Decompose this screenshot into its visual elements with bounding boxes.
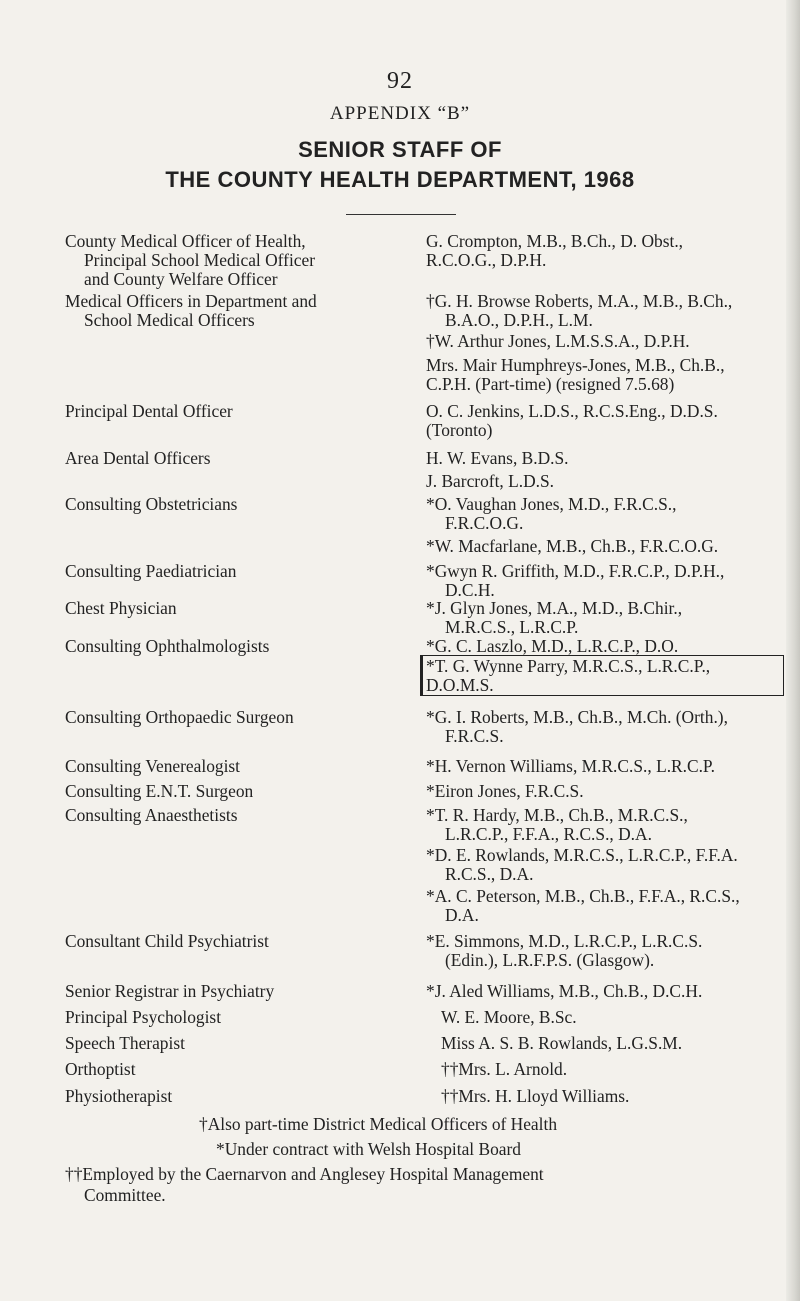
role-speech-therapist: Speech Therapist [65, 1033, 185, 1053]
name-entry: J. Barcroft, L.D.S. [426, 471, 554, 491]
role-line: Principal School Medical Officer [84, 250, 316, 270]
name-line: (Edin.), L.R.F.P.S. (Glasgow). [445, 950, 655, 970]
role-line: School Medical Officers [84, 310, 255, 330]
name-line: *T. G. Wynne Parry, M.R.C.S., L.R.C.P., [426, 656, 711, 676]
name-entry [426, 657, 710, 695]
role-physiotherapist: Physiotherapist [65, 1086, 173, 1106]
name-entry: *J. Aled Williams, M.B., Ch.B., D.C.H. [426, 981, 703, 1001]
page-number: 92 [387, 68, 413, 94]
name-entry [426, 402, 718, 440]
name-line: O. C. Jenkins, L.D.S., R.C.S.Eng., D.D.S. [426, 401, 718, 421]
name-line: †G. H. Browse Roberts, M.A., M.B., B.Ch., [426, 291, 733, 311]
name-entry: *W. Macfarlane, M.B., Ch.B., F.R.C.O.G. [426, 536, 719, 556]
footnote-double-dagger-line-2: Committee. [84, 1185, 166, 1205]
footnote-double-dagger-line-1: ††Employed by the Caernarvon and Anglesey Hospital Management [65, 1164, 544, 1184]
name-entry [426, 846, 738, 884]
role-medical-officers [65, 292, 317, 330]
name-line: Mrs. Mair Humphreys-Jones, M.B., Ch.B., [426, 355, 725, 375]
title-divider [346, 214, 456, 215]
name-entry: ††Mrs. L. Arnold. [441, 1059, 568, 1079]
footnote-star: *Under contract with Welsh Hospital Board [216, 1139, 521, 1159]
role-consulting-paediatrician: Consulting Paediatrician [65, 561, 237, 581]
name-line: F.R.C.O.G. [445, 513, 524, 533]
name-entry [426, 292, 732, 330]
name-line: *J. Glyn Jones, M.A., M.D., B.Chir., [426, 598, 683, 618]
name-line: *D. E. Rowlands, M.R.C.S., L.R.C.P., F.F.A. [426, 845, 738, 865]
name-entry: H. W. Evans, B.D.S. [426, 448, 569, 468]
name-line: D.O.M.S. [426, 675, 494, 695]
name-line: R.C.S., D.A. [445, 864, 534, 884]
name-entry: *H. Vernon Williams, M.R.C.S., L.R.C.P. [426, 756, 716, 776]
role-principal-psychologist: Principal Psychologist [65, 1007, 222, 1027]
role-consulting-ent-surgeon: Consulting E.N.T. Surgeon [65, 781, 254, 801]
name-line: L.R.C.P., F.F.A., R.C.S., D.A. [445, 824, 652, 844]
name-entry: *G. C. Laszlo, M.D., L.R.C.P., D.O. [426, 636, 679, 656]
name-line: C.P.H. (Part-time) (resigned 7.5.68) [426, 374, 675, 394]
name-entry [426, 495, 676, 533]
role-consulting-ophthalmologists: Consulting Ophthalmologists [65, 636, 270, 656]
name-line: F.R.C.S. [445, 726, 504, 746]
name-line: *T. R. Hardy, M.B., Ch.B., M.R.C.S., [426, 805, 688, 825]
name-entry [426, 232, 683, 270]
name-entry [426, 599, 682, 637]
name-entry: W. E. Moore, B.Sc. [441, 1007, 577, 1027]
role-line: and County Welfare Officer [84, 269, 278, 289]
name-line: G. Crompton, M.B., B.Ch., D. Obst., [426, 231, 684, 251]
name-entry: †W. Arthur Jones, L.M.S.S.A., D.P.H. [426, 331, 690, 351]
role-orthoptist: Orthoptist [65, 1059, 136, 1079]
name-line: (Toronto) [426, 420, 493, 440]
name-line: *A. C. Peterson, M.B., Ch.B., F.F.A., R.C.S., [426, 886, 740, 906]
name-entry: Miss A. S. B. Rowlands, L.G.S.M. [441, 1033, 683, 1053]
name-entry [426, 932, 702, 970]
name-line: B.A.O., D.P.H., L.M. [445, 310, 593, 330]
role-consulting-anaesthetists: Consulting Anaesthetists [65, 805, 238, 825]
name-line: *E. Simmons, M.D., L.R.C.P., L.R.C.S. [426, 931, 703, 951]
footnote-dagger: †Also part-time District Medical Officers of Health [199, 1114, 558, 1134]
appendix-heading: APPENDIX “B” [329, 103, 471, 124]
page-edge [786, 0, 800, 1301]
name-line: R.C.O.G., D.P.H. [426, 250, 547, 270]
name-entry [426, 356, 725, 394]
name-entry: ††Mrs. H. Lloyd Williams. [441, 1086, 630, 1106]
name-line: *Gwyn R. Griffith, M.D., F.R.C.P., D.P.H., [426, 561, 725, 581]
name-entry [426, 708, 728, 746]
role-consulting-orthopaedic-surgeon: Consulting Orthopaedic Surgeon [65, 707, 294, 727]
role-senior-registrar-psychiatry: Senior Registrar in Psychiatry [65, 981, 275, 1001]
name-line: *G. I. Roberts, M.B., Ch.B., M.Ch. (Orth.), [426, 707, 728, 727]
name-line: D.A. [445, 905, 479, 925]
page-title-line-2: THE COUNTY HEALTH DEPARTMENT, 1968 [165, 167, 635, 192]
role-consultant-child-psychiatrist: Consultant Child Psychiatrist [65, 931, 269, 951]
role-consulting-obstetricians: Consulting Obstetricians [65, 494, 238, 514]
role-county-medical-officer [65, 232, 315, 289]
name-line: M.R.C.S., L.R.C.P. [445, 617, 579, 637]
name-line: *O. Vaughan Jones, M.D., F.R.C.S., [426, 494, 677, 514]
name-entry: *Eiron Jones, F.R.C.S. [426, 781, 584, 801]
name-line: D.C.H. [445, 580, 495, 600]
role-area-dental-officers: Area Dental Officers [65, 448, 211, 468]
role-line: Medical Officers in Department and [65, 291, 317, 311]
role-chest-physician: Chest Physician [65, 598, 177, 618]
role-consulting-venerealogist: Consulting Venerealogist [65, 756, 241, 776]
name-entry [426, 806, 688, 844]
name-entry [426, 562, 724, 600]
role-line: County Medical Officer of Health, [65, 231, 306, 251]
page-title-line-1: SENIOR STAFF OF [298, 137, 502, 162]
name-entry [426, 887, 740, 925]
role-principal-dental-officer: Principal Dental Officer [65, 401, 233, 421]
